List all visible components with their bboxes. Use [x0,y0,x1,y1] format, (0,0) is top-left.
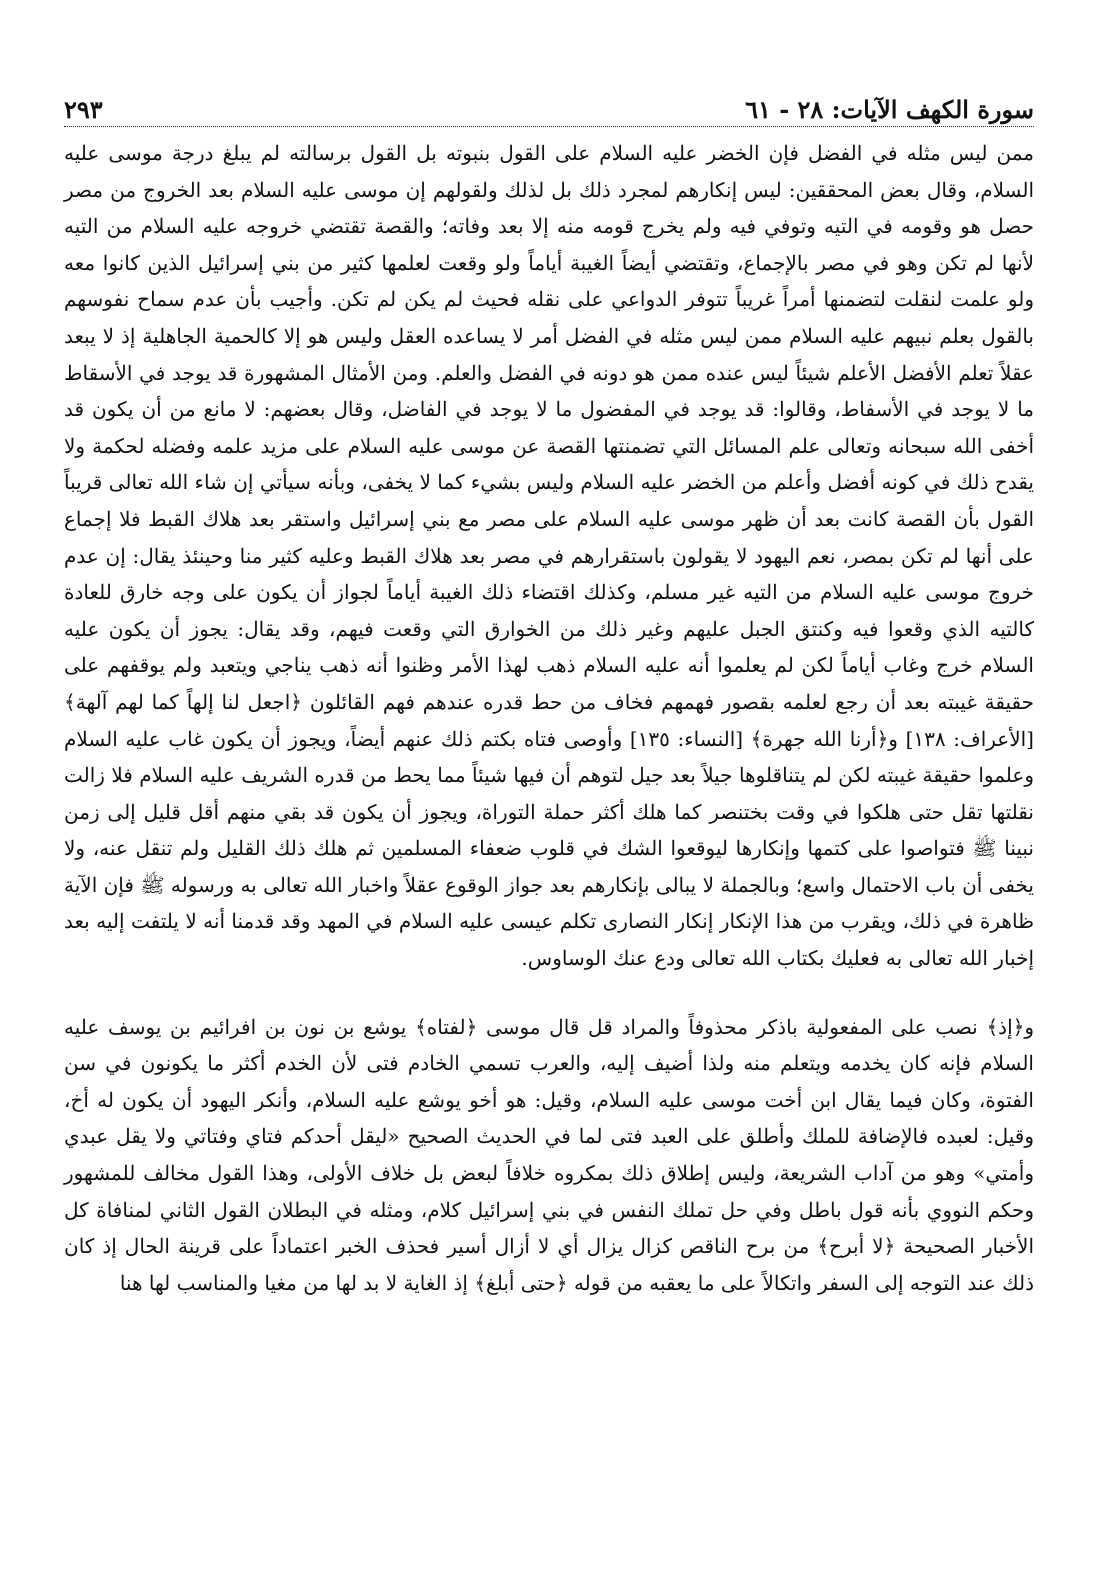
commentary-paragraph: و﴿إذ﴾ نصب على المفعولية باذكر محذوفاً والمراد قل قال موسى ﴿لفتاه﴾ يوشع بن نون بن افرائيم بن يوسف عليه السلام فإنه كان يخدمه ويتعلم منه ولذا أضيف إليه، والعرب تسمي الخادم فتى لأن الخدم أكثر ما يكونون في سن الفتوة، وكان فيما يقال ابن أخت موسى عليه السلام، وقيل: هو أخو يوشع عليه السلام، وأنكر اليهود أن يكون له أخ، وقيل: لعبده فالإضافة للملك وأطلق على العبد فتى لما في الحديث الصحيح «ليقل أحدكم فتاي وفتاتي ولا يقل عبدي وأمتي» وهو من آداب الشريعة، وليس إطلاق ذلك بمكروه خلافاً لبعض بل خلاف الأولى، وهذا القول مخالف للمشهور وحكم النووي بأنه قول باطل وفي حل تملك النفس في بني إسرائيل كلام، ومثله في البطلان القول الثاني لمنافاة كل الأخبار الصحيحة ﴿لا أبرح﴾ من برح الناقص كزال يزال أي لا أزال أسير فحذف الخبر اعتماداً على قرينة الحال إذ كان ذلك عند التوجه إلى السفر واتكالاً على ما يعقبه من قوله ﴿حتى أبلغ﴾ إذ الغاية لا بد لها من مغيا والمناسب لها هنا [64,1014,1034,1295]
commentary-paragraph: ممن ليس مثله في الفضل فإن الخضر عليه السلام على القول بنبوته بل القول برسالته لم يبلغ درجة موسى عليه السلام، وقال بعض المحققين: ليس إنكارهم لمجرد ذلك بل لذلك ولقولهم إن موسى عليه السلام بعد الخروج من مصر حصل هو وقومه في التيه وتوفي فيه ولم يخرج قومه منه إلا بعد وفاته؛ والقصة تقتضي خروجه عليه السلام من التيه لأنها لم تكن وهو في مصر بالإجماع، وتقتضي أيضاً الغيبة أياماً ولو وقعت لعلمها كثير من بني إسرائيل الذين كانوا معه ولو علمت لنقلت لتضمنها أمراً غريباً تتوفر الدواعي على نقله فحيث لم يكن لم تكن. وأجيب بأن عدم سماح نفوسهم بالقول بعلم نبيهم عليه السلام ممن ليس مثله في الفضل أمر لا يساعده العقل وليس هو إلا كالحمية الجاهلية إذ لا يبعد عقلاً تعلم الأفضل الأعلم شيئاً ليس عنده ممن هو دونه في الفضل والعلم. ومن الأمثال المشهورة قد يوجد في الأسقاط ما لا يوجد في الأسفاط، وقالوا: قد يوجد في المفضول ما لا يوجد في الفاضل، وقال بعضهم: لا مانع من أن يكون قد أخفى الله سبحانه وتعالى علم المسائل التي تضمنتها القصة عن موسى عليه السلام على مزيد علمه وفضله لحكمة ولا يقدح ذلك في كونه أفضل وأعلم من الخضر عليه السلام وليس بشيء كما لا يخفى، وبأنه سيأتي إن شاء الله تعالى قريباً القول بأن القصة كانت بعد أن ظهر موسى عليه السلام على مصر مع بني إسرائيل واستقر بعد هلاك القبط فلا إجماع على أنها لم تكن بمصر، نعم اليهود لا يقولون باستقرارهم في مصر بعد هلاك القبط وعليه كثير منا وحينئذ يقال: إن عدم خروج موسى عليه السلام من التيه غير مسلم، وكذلك اقتضاء ذلك الغيبة أياماً لجواز أن يكون على وجه خارق للعادة كالتيه الذي وقعوا فيه وكنتق الجبل عليهم وغير ذلك من الخوارق التي وقعت فيهم، وقد يقال: يجوز أن يكون عليه السلام خرج وغاب أياماً لكن لم يعلموا أنه عليه السلام ذهب لهذا الأمر وظنوا أنه ذهب يناجي ويتعبد ولم يوقفهم على حقيقة غيبته بعد أن رجع لعلمه بقصور فهمهم فخاف من حط قدره عندهم فهم القائلون ﴿اجعل لنا إلهاً كما لهم آلهة﴾ [الأعراف: ١٣٨] و﴿أرنا الله جهرة﴾ [النساء: ١٣٥] وأوصى فتاه بكتم ذلك عنهم أيضاً، ويجوز أن يكون غاب عليه السلام وعلموا حقيقة غيبته لكن لم يتناقلوها جيلاً بعد جيل لتوهم أن فيها شيئاً مما يحط من قدره الشريف عليه السلام فلا زالت نقلتها تقل حتى هلكوا في وقت بختنصر كما هلك أكثر حملة التوراة، ويجوز أن يكون قد بقي منهم أقل قليل إلى زمن نبينا ﷺ فتواصوا على كتمها وإنكارها ليوقعوا الشك في قلوب ضعفاء المسلمين ثم هلك ذلك القليل ولم تنقل عنه، ولا يخفى أن باب الاحتمال واسع؛ وبالجملة لا يبالى بإنكارهم بعد جواز الوقوع عقلاً واخبار الله تعالى به ورسوله ﷺ فإن الآية ظاهرة في ذلك، ويقرب من هذا الإنكار إنكار النصارى تكلم عيسى عليه السلام في المهد وقد قدمنا أنه لا يلتفت إليه بعد إخبار الله تعالى به فعليك بكتاب الله تعالى ودع عنك الوساوس. [64,141,1035,971]
surah-title: سورة الكهف الآيات: ٢٨ - ٦١ [745,95,1034,124]
running-header [64,88,1034,127]
page-number: ٢٩٣ [64,95,103,124]
book-page [64,88,1034,1301]
